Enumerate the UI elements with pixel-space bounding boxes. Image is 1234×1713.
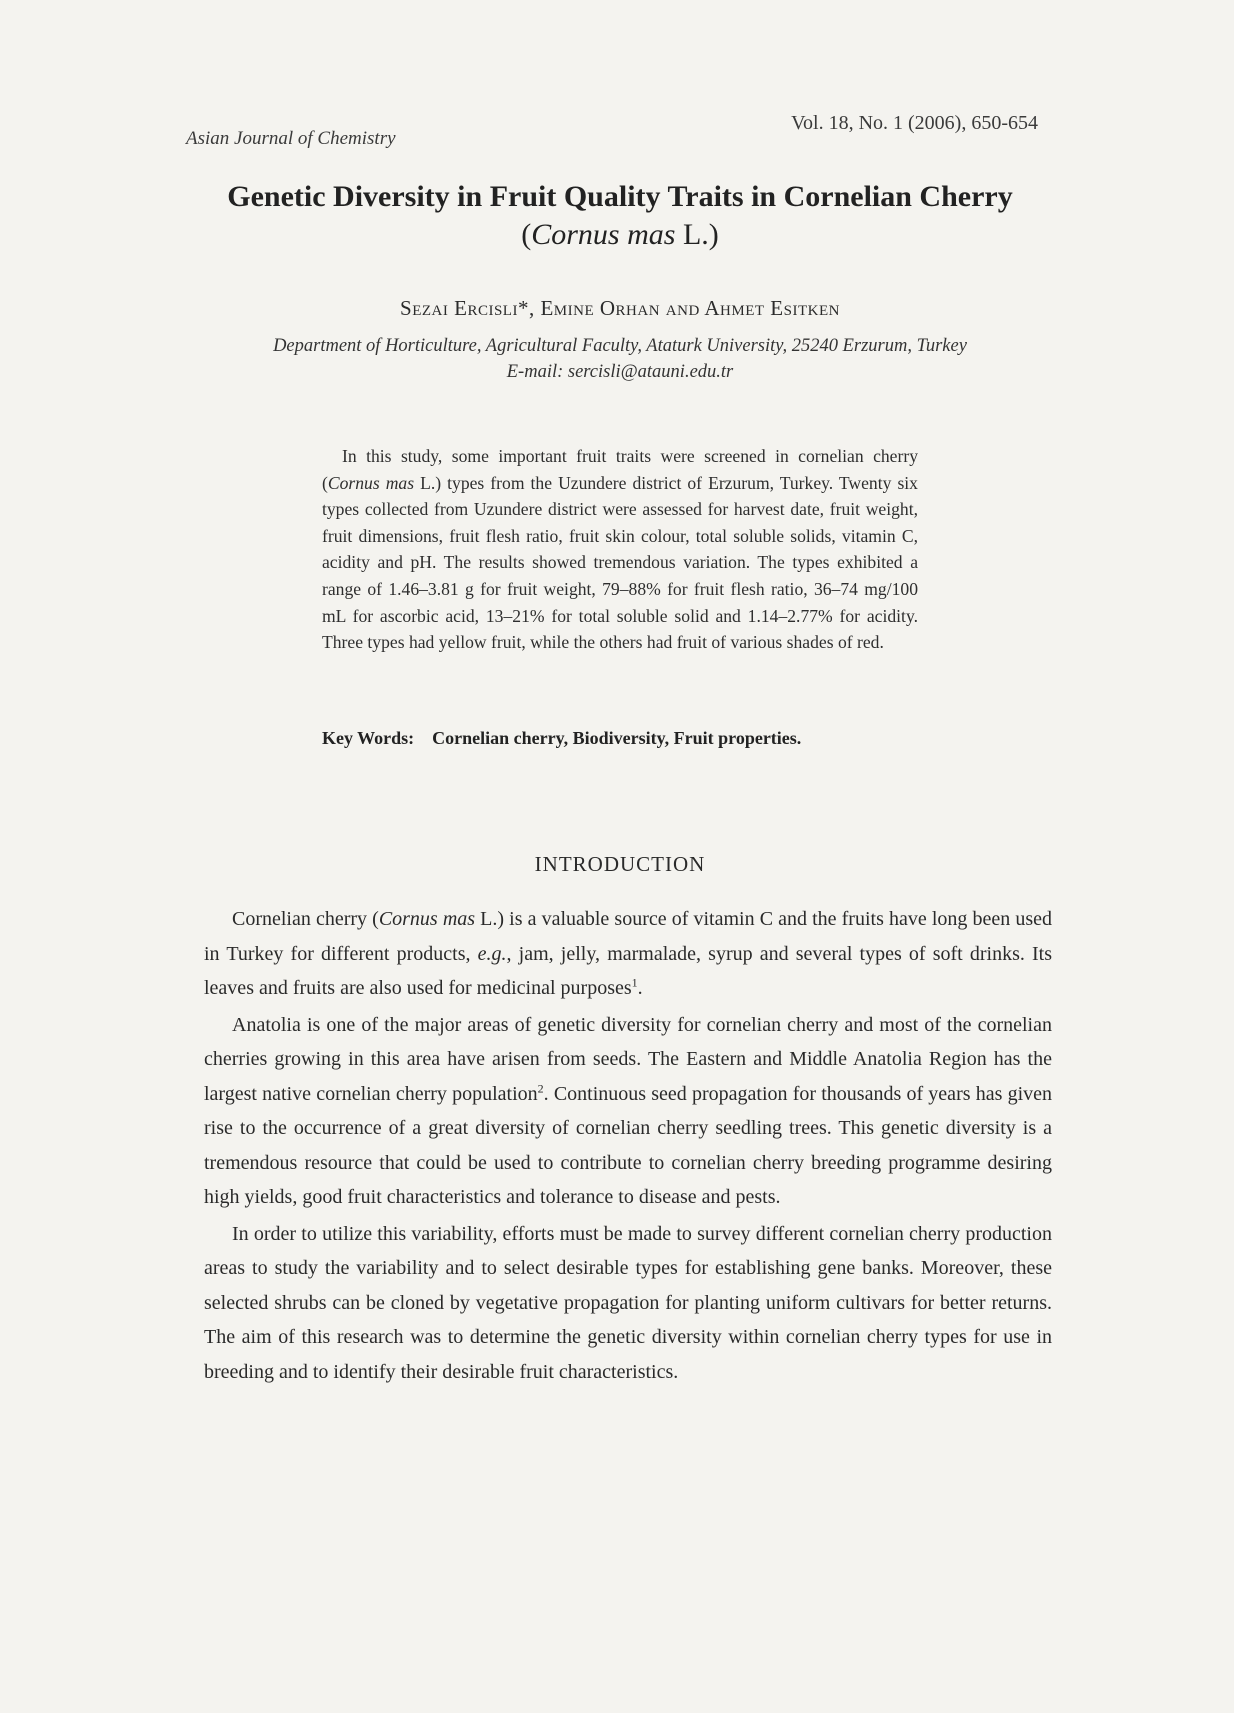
abstract-text-2: L.) types from the Uzundere district of Erzurum, Turkey. Twenty six types collected from Uzundere district were assessed for harvest date, fruit weight, fruit dimensions, fruit flesh ratio, fruit skin colour, total soluble solids, vitamin C, acidity and pH. The results showed tremendous variation. The types exhibited a range of 1.46–3.81 g for fruit weight, 79–88% for fruit flesh ratio, 36–74 mg/100 mL for ascorbic acid, 13–21% for total soluble solid and 1.14–2.77% for acidity. Three types had yellow fruit, while the others had fruit of various shades of red. <box>322 472 918 653</box>
introduction-body <box>204 902 1052 1391</box>
p1-scientific-name: Cornus mas <box>378 908 476 930</box>
p1-text-c: , jam, jelly, marmalade, syrup and several types of soft drinks. Its leaves and fruits are also used for medicinal purposes <box>204 942 1052 999</box>
p2-reference: 2 <box>537 1080 544 1095</box>
p1-reference: 1 <box>631 975 638 990</box>
abstract <box>322 443 918 656</box>
abstract-text-1: In this study, some important fruit traits were screened in cornelian cherry ( <box>322 446 918 493</box>
introduction-paragraph-3: In order to utilize this variability, efforts must be made to survey different cornelian cherry production areas to study the variability and to select desirable types for establishing gene banks. Moreover, these selected shrubs can be cloned by vegetative propagation for planting uniform cultivars for better returns. The aim of this research was to determine the genetic diversity within cornelian cherry types for use in breeding and to identify their desirable fruit characteristics. <box>204 1222 1052 1383</box>
journal-name: Asian Journal of Chemistry <box>186 128 396 149</box>
p1-text-a: Cornelian cherry ( <box>232 908 379 930</box>
section-heading-introduction: INTRODUCTION <box>534 852 706 876</box>
keywords <box>322 728 942 749</box>
keywords-text: Cornelian cherry, Biodiversity, Fruit properties. <box>432 728 802 748</box>
title-authority: L.) <box>675 218 719 251</box>
title-scientific-name: Cornus mas <box>531 218 676 251</box>
introduction-paragraph-1 <box>204 902 1052 1006</box>
title-line-1: Genetic Diversity in Fruit Quality Traits in Cornelian Cherry <box>227 180 1013 213</box>
contact-email: E-mail: sercisli@atauni.edu.tr <box>506 362 734 382</box>
p1-text-d: . <box>637 977 643 999</box>
title-paren-open: ( <box>521 218 532 251</box>
author-list: Sezai Ercisli*, Emine Orhan and Ahmet Esitken <box>400 296 840 320</box>
introduction-paragraph-2 <box>204 1008 1052 1215</box>
p1-text-b: L.) is a valuable source of vitamin C and the fruits have long been used in Turkey for different products, <box>204 908 1053 965</box>
p2-text-a: Anatolia is one of the major areas of genetic diversity for cornelian cherry and most of the cornelian cherries growing in this area have arisen from seeds. The Eastern and Middle Anatolia Region has the largest native cornelian cherry population <box>204 1013 1052 1105</box>
affiliation: Department of Horticulture, Agricultural Faculty, Ataturk University, 25240 Erzurum, Turkey <box>273 336 967 356</box>
title-line-2 <box>120 216 1120 254</box>
volume-info: Vol. 18, No. 1 (2006), 650-654 <box>791 112 1038 134</box>
paper-title <box>120 178 1120 254</box>
keywords-label: Key Words: <box>322 728 415 748</box>
abstract-scientific-name: Cornus mas <box>327 472 415 493</box>
p2-text-b: . Continuous seed propagation for thousands of years has given rise to the occurrence of a great diversity of cornelian cherry seedling trees. This genetic diversity is a tremendous resource that could be used to contribute to cornelian cherry breeding programme desiring high yields, good fruit characteristics and tolerance to disease and pests. <box>204 1082 1052 1208</box>
p1-eg: e.g. <box>477 942 507 965</box>
